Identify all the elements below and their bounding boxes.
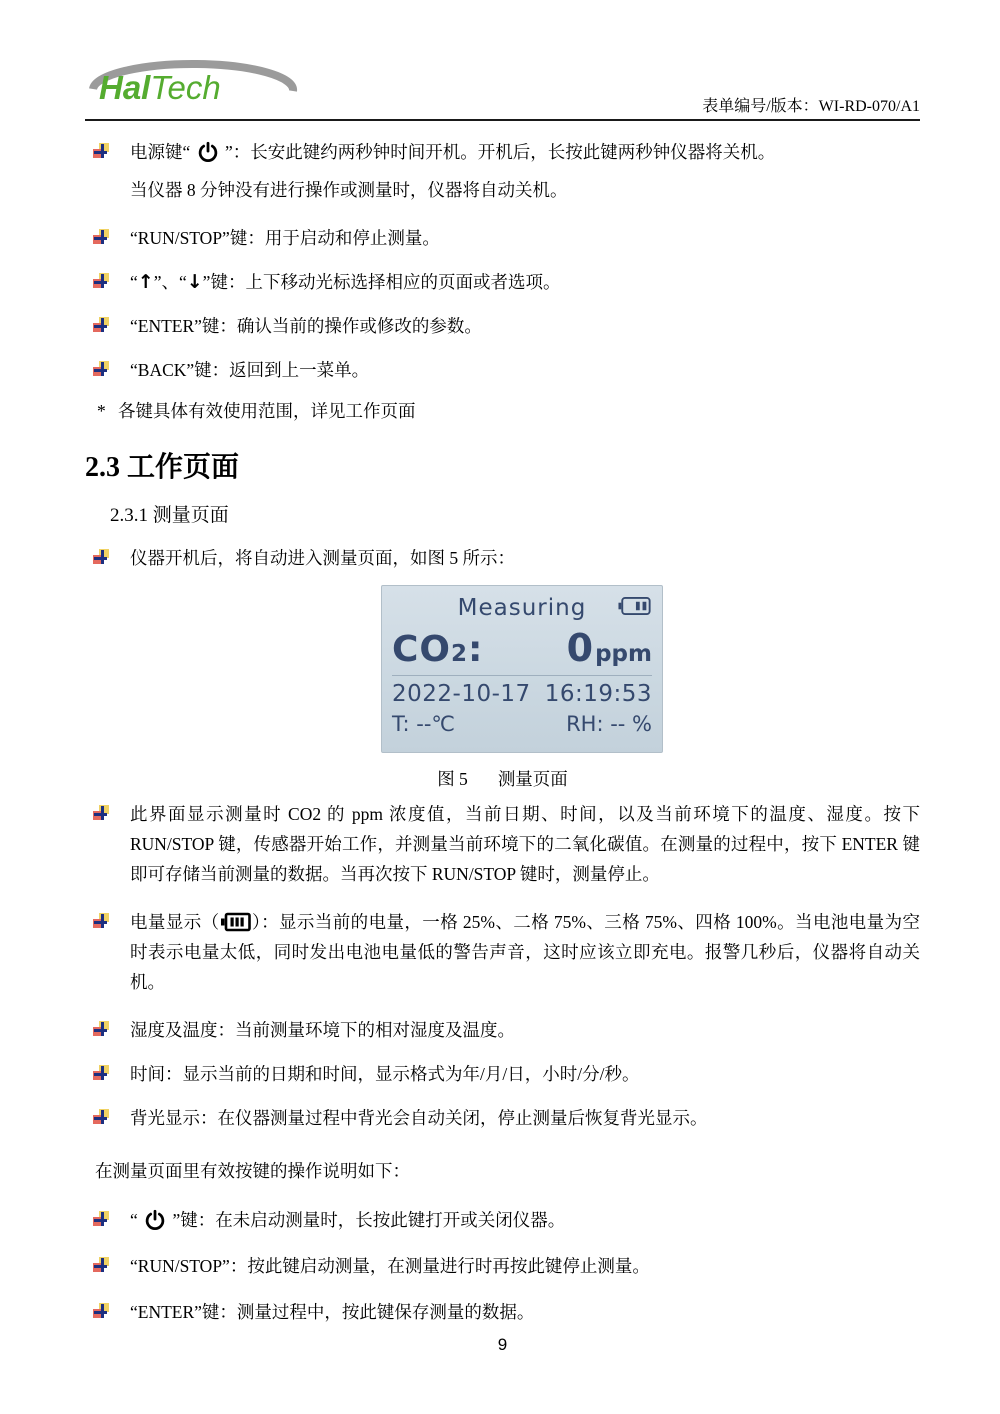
section-title: 2.3 工作页面: [85, 452, 240, 483]
list-item-time: [85, 1059, 920, 1089]
lcd-env-row: [392, 712, 652, 736]
lcd-gas-subscript: 2: [451, 641, 469, 667]
list-item-enter-key: [85, 311, 920, 341]
page-power-suffix: ”键：在未启动测量时，长按此键打开或关闭仪器。: [168, 1210, 566, 1230]
keys-intro-text: 在测量页面里有效按键的操作说明如下：: [95, 1161, 410, 1181]
lcd-gas-label: [392, 629, 483, 670]
power-key-text: [130, 137, 775, 167]
list-item-page-run-stop: [85, 1251, 920, 1281]
backlight-text: 背光显示：在仪器测量过程中背光会自动关闭，停止测量后恢复背光显示。: [130, 1108, 708, 1128]
list-item-overview: [85, 799, 920, 889]
quote-open: “: [130, 272, 138, 292]
list-item-intro: [85, 543, 920, 573]
intro-text: 仪器开机后，将自动进入测量页面，如图 5 所示：: [130, 548, 515, 568]
list-item-run-stop-key: [85, 223, 920, 253]
page-power-key-text: [130, 1205, 565, 1235]
doc-code: 表单编号/版本：WI-RD-070/A1: [702, 98, 920, 115]
list-item-humidity-temperature: [85, 1015, 920, 1045]
run-stop-key-text: “RUN/STOP”键：用于启动和停止测量。: [130, 228, 440, 248]
lcd-gas-main: CO: [392, 629, 452, 670]
lcd-divider: [392, 675, 652, 676]
bullet-marker-icon: [93, 143, 109, 159]
page-enter-text: “ENTER”键：测量过程中，按此键保存测量的数据。: [130, 1302, 535, 1322]
section-subtitle: 2.3.1 测量页面: [110, 505, 229, 526]
list-item-back-key: [85, 355, 920, 385]
bullet-marker-icon: [93, 317, 109, 333]
battery-text: [130, 907, 920, 997]
bullet-marker-icon: [93, 913, 109, 929]
bullet-marker-icon: [93, 549, 109, 565]
power-key-line2: 当仪器 8 分钟没有进行操作或测量时，仪器将自动关机。: [130, 180, 568, 200]
page-header: [85, 55, 920, 121]
lcd-time: 16:19:53: [544, 681, 652, 707]
arrow-keys-text: [130, 267, 560, 297]
asterisk-mark: *: [97, 401, 106, 421]
overview-text: 此界面显示测量时 CO2 的 ppm 浓度值，当前日期、时间，以及当前环境下的温度、湿度。按下 RUN/STOP 键，传感器开始工作，并测量当前环境下的二氧化碳值。在测量的过程中，按下 ENTER 键即可存储当前测量的数据。当再次按下 RUN/STOP 键时，测量停止。: [130, 804, 920, 884]
arrow-keys-suffix: ”键：上下移动光标选择相应的页面或者选项。: [202, 272, 561, 292]
list-item-power-key: [85, 137, 920, 167]
power-key-suffix: ”：长安此键约两秒钟时间开机。开机后，长按此键两秒钟仪器将关机。: [220, 142, 776, 162]
list-item-page-enter: [85, 1297, 920, 1327]
bullet-marker-icon: [93, 1065, 109, 1081]
logo-text: [99, 69, 221, 107]
page-number: 9: [497, 1335, 508, 1354]
lcd-co2-row: [392, 626, 652, 670]
quote-mid: ”、“: [153, 272, 187, 292]
figure-caption: [85, 766, 920, 791]
back-key-text: “BACK”键：返回到上一菜单。: [130, 360, 370, 380]
time-text: 时间：显示当前的日期和时间，显示格式为年/月/日，小时/分/秒。: [130, 1064, 640, 1084]
battery-level-icon: [618, 595, 652, 624]
figure-label: 图 5: [437, 769, 468, 789]
down-arrow-icon: ↓: [186, 271, 203, 293]
power-key-prefix: 电源键“: [130, 142, 195, 162]
lcd-status-text: Measuring: [457, 595, 587, 621]
list-item-page-power-key: [85, 1205, 920, 1235]
bullet-marker-icon: [93, 229, 109, 245]
haltech-logo: [85, 45, 303, 117]
lcd-status-row: [392, 594, 652, 624]
lcd-gas-colon: :: [468, 629, 484, 670]
battery-icon: [220, 912, 252, 932]
bullet-marker-icon: [93, 1109, 109, 1125]
list-item-backlight: [85, 1103, 920, 1133]
lcd-co2-value: 0: [566, 626, 594, 670]
lcd-humidity: RH: -- %: [566, 712, 652, 736]
enter-key-text: “ENTER”键：确认当前的操作或修改的参数。: [130, 316, 482, 336]
power-icon: [195, 142, 221, 162]
humidity-temperature-text: 湿度及温度：当前测量环境下的相对湿度及温度。: [130, 1020, 515, 1040]
page-run-stop-text: “RUN/STOP”：按此键启动测量，在测量进行时再按此键停止测量。: [130, 1256, 650, 1276]
bullet-marker-icon: [93, 1021, 109, 1037]
note-line: [85, 397, 920, 425]
bullet-marker-icon: [93, 1257, 109, 1273]
bullet-marker-icon: [93, 805, 109, 821]
logo-hal: Hal: [99, 69, 151, 106]
up-arrow-icon: ↑: [137, 271, 154, 293]
power-icon: [142, 1210, 168, 1230]
battery-prefix: 电量显示（: [130, 912, 220, 932]
lcd-value-group: [567, 626, 652, 670]
list-item-battery: [85, 907, 920, 997]
lcd-unit: ppm: [595, 641, 652, 667]
logo-tech: Tech: [150, 69, 221, 106]
bullet-marker-icon: [93, 273, 109, 289]
bullet-marker-icon: [93, 1303, 109, 1319]
lcd-date: 2022-10-17: [392, 681, 531, 707]
battery-suffix: ）：显示当前的电量，一格 25%、二格 75%、三格 75%、四格 100%。当电池电量为空时表示电量太低，同时发出电池电量低的警告声音，这时应该立即充电。报警几秒后，仪器将自动关机。: [130, 912, 920, 992]
figure-caption-text: 测量页面: [497, 769, 568, 789]
bullet-marker-icon: [93, 361, 109, 377]
bullet-marker-icon: [93, 1211, 109, 1227]
lcd-datetime-row: [392, 681, 652, 707]
list-item-arrow-keys: [85, 267, 920, 297]
page-power-prefix: “: [130, 1210, 143, 1230]
figure-lcd-screen: [381, 585, 663, 753]
lcd-display: [381, 585, 663, 753]
note-text: 各键具体有效使用范围，详见工作页面: [118, 401, 416, 421]
lcd-temperature: T: --℃: [392, 712, 456, 736]
